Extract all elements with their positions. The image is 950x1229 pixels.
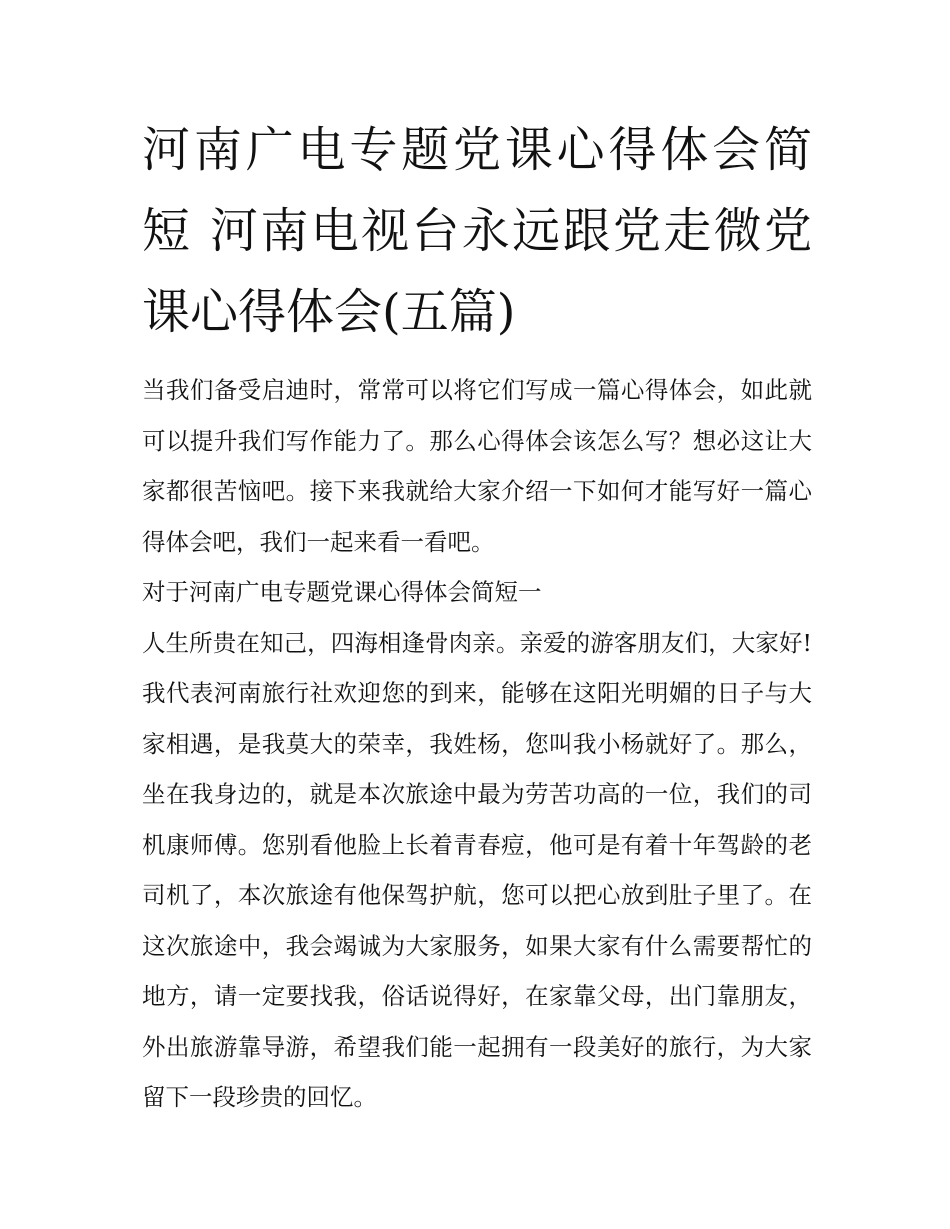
- document-title: 河南广电专题党课心得体会简短 河南电视台永远跟党走微党课心得体会(五篇): [142, 122, 812, 340]
- section-heading: 对于河南广电专题党课心得体会简短一: [142, 578, 542, 606]
- intro-paragraph: 当我们备受启迪时，常常可以将它们写成一篇心得体会，如此就可以提升我们写作能力了。那么心得体会该怎么写？想必这让大家都很苦恼吧。接下来我就给大家介绍一下如何才能写好一篇心得体会吧，我们一起来看一看吧。: [142, 376, 812, 556]
- body-paragraph: 人生所贵在知己，四海相逢骨肉亲。亲爱的游客朋友们，大家好!我代表河南旅行社欢迎您的到来，能够在这阳光明媚的日子与大家相遇，是我莫大的荣幸，我姓杨，您叫我小杨就好了。那么，坐在我身边的，就是本次旅途中最为劳苦功高的一位，我们的司机康师傅。您别看他脸上长着青春痘，他可是有着十年驾龄的老司机了，本次旅途有他保驾护航，您可以把心放到肚子里了。在这次旅途中，我会竭诚为大家服务，如果大家有什么需要帮忙的地方，请一定要找我，俗话说得好，在家靠父母，出门靠朋友，外出旅游靠导游，希望我们能一起拥有一段美好的旅行，为大家留下一段珍贵的回忆。: [142, 628, 812, 1111]
- document-content: [142, 110, 812, 1123]
